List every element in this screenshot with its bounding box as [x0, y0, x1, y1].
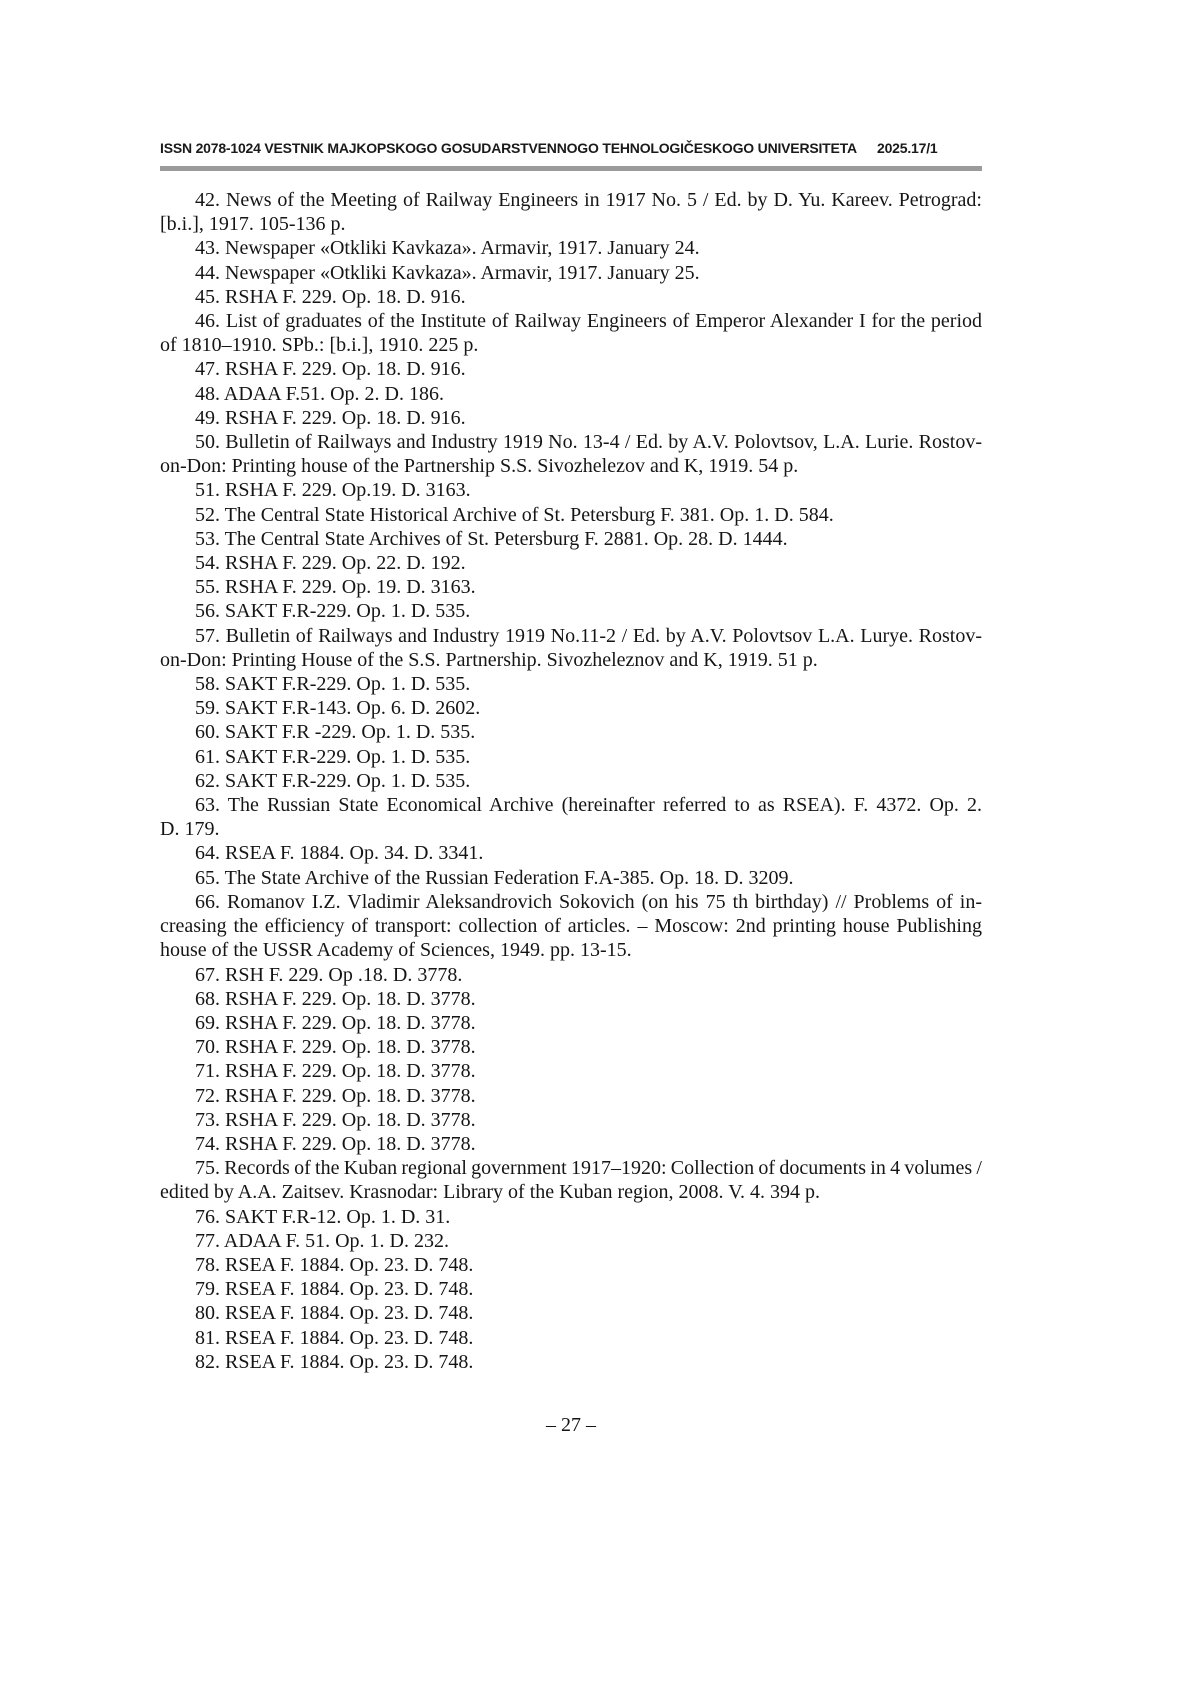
- reference-line: [b.i.], 1917. 105-136 p.: [160, 213, 346, 236]
- reference-line: 54. RSHA F. 229. Op. 22. D. 192.: [195, 552, 466, 575]
- reference-line: 42. News of the Meeting of Railway Engineers in 1917 No. 5 / Ed. by D. Yu. Kareev. Petrograd:: [195, 189, 982, 211]
- reference-42: [160, 188, 982, 236]
- reference-line: 80. RSEA F. 1884. Op. 23. D. 748.: [195, 1302, 474, 1325]
- reference-line: 77. ADAA F. 51. Op. 1. D. 232.: [195, 1229, 449, 1252]
- reference-82: [160, 1350, 982, 1374]
- page-number: – 27 –: [546, 1414, 596, 1436]
- reference-73: [160, 1108, 982, 1132]
- reference-line: 46. List of graduates of the Institute of Railway Engineers of Emperor Alexander I for the period: [195, 310, 982, 333]
- reference-59: [160, 696, 982, 720]
- reference-50: [160, 430, 982, 478]
- reference-44: [160, 261, 982, 285]
- reference-line: 50. Bulletin of Railways and Industry 1919 No. 13-4 / Ed. by A.V. Polovtsov, L.A. Lurie. Rostov-: [195, 431, 982, 454]
- reference-line: edited by A.A. Zaitsev. Krasnodar: Library of the Kuban region, 2008. V. 4. 394 p.: [160, 1181, 821, 1204]
- reference-66: [160, 890, 982, 963]
- reference-43: [160, 236, 982, 260]
- reference-line: 44. Newspaper «Otkliki Kavkaza». Armavir, 1917. January 25.: [195, 261, 700, 284]
- reference-62: [160, 769, 982, 793]
- header-rule: [160, 166, 982, 171]
- reference-52: [160, 503, 982, 527]
- reference-64: [160, 841, 982, 865]
- reference-79: [160, 1277, 982, 1301]
- reference-74: [160, 1132, 982, 1156]
- reference-line: 68. RSHA F. 229. Op. 18. D. 3778.: [195, 987, 476, 1010]
- reference-line: creasing the efficiency of transport: collection of articles. – Moscow: 2nd printing house Publishing: [160, 915, 982, 938]
- reference-line: 81. RSEA F. 1884. Op. 23. D. 748.: [195, 1326, 474, 1349]
- reference-line: 48. ADAA F.51. Op. 2. D. 186.: [195, 382, 444, 405]
- reference-69: [160, 1011, 982, 1035]
- reference-68: [160, 987, 982, 1011]
- reference-line: 65. The State Archive of the Russian Federation F.A-385. Op. 18. D. 3209.: [195, 866, 794, 889]
- reference-72: [160, 1084, 982, 1108]
- journal-issue-number: 2025.17/1: [877, 140, 938, 156]
- reference-line: 45. RSHA F. 229. Op. 18. D. 916.: [195, 285, 466, 308]
- reference-line: 66. Romanov I.Z. Vladimir Aleksandrovich Sokovich (on his 75 th birthday) // Problems of in-: [195, 890, 982, 913]
- reference-list: [160, 188, 982, 1374]
- reference-70: [160, 1035, 982, 1059]
- reference-54: [160, 551, 982, 575]
- reference-line: house of the USSR Academy of Sciences, 1949. pp. 13-15.: [160, 939, 632, 962]
- reference-48: [160, 382, 982, 406]
- reference-53: [160, 527, 982, 551]
- reference-line: 82. RSEA F. 1884. Op. 23. D. 748.: [195, 1350, 474, 1373]
- reference-line: 74. RSHA F. 229. Op. 18. D. 3778.: [195, 1132, 476, 1155]
- reference-51: [160, 478, 982, 502]
- reference-line: 63. The Russian State Economical Archive (hereinafter referred to as RSEA). F. 4372. Op. 2.: [195, 794, 982, 817]
- reference-61: [160, 745, 982, 769]
- reference-77: [160, 1229, 982, 1253]
- reference-line: 60. SAKT F.R -229. Op. 1. D. 535.: [195, 721, 476, 744]
- reference-line: 78. RSEA F. 1884. Op. 23. D. 748.: [195, 1253, 474, 1276]
- reference-46: [160, 309, 982, 357]
- reference-line: D. 179.: [160, 818, 220, 841]
- reference-line: 69. RSHA F. 229. Op. 18. D. 3778.: [195, 1011, 476, 1034]
- reference-line: 71. RSHA F. 229. Op. 18. D. 3778.: [195, 1060, 476, 1083]
- reference-55: [160, 575, 982, 599]
- reference-line: 75. Records of the Kuban regional government 1917–1920: Collection of documents in 4 volumes /: [195, 1157, 982, 1180]
- reference-line: 79. RSEA F. 1884. Op. 23. D. 748.: [195, 1278, 474, 1301]
- reference-76: [160, 1205, 982, 1229]
- reference-line: on-Don: Printing house of the Partnership S.S. Sivozhelezov and K, 1919. 54 p.: [160, 455, 799, 478]
- reference-60: [160, 720, 982, 744]
- reference-45: [160, 285, 982, 309]
- reference-line: 70. RSHA F. 229. Op. 18. D. 3778.: [195, 1036, 476, 1059]
- reference-line: 72. RSHA F. 229. Op. 18. D. 3778.: [195, 1084, 476, 1107]
- reference-58: [160, 672, 982, 696]
- reference-line: 55. RSHA F. 229. Op. 19. D. 3163.: [195, 576, 476, 599]
- reference-line: 61. SAKT F.R-229. Op. 1. D. 535.: [195, 745, 471, 768]
- reference-line: 53. The Central State Archives of St. Petersburg F. 2881. Op. 28. D. 1444.: [195, 527, 788, 550]
- reference-47: [160, 357, 982, 381]
- reference-line: 62. SAKT F.R-229. Op. 1. D. 535.: [195, 769, 471, 792]
- reference-line: of 1810–1910. SPb.: [b.i.], 1910. 225 p.: [160, 334, 479, 357]
- reference-line: 56. SAKT F.R-229. Op. 1. D. 535.: [195, 600, 471, 623]
- reference-63: [160, 793, 982, 841]
- reference-line: 43. Newspaper «Otkliki Kavkaza». Armavir, 1917. January 24.: [195, 237, 700, 260]
- reference-line: 51. RSHA F. 229. Op.19. D. 3163.: [195, 479, 471, 502]
- reference-75: [160, 1156, 982, 1204]
- reference-line: 67. RSH F. 229. Op .18. D. 3778.: [195, 963, 463, 986]
- reference-line: 49. RSHA F. 229. Op. 18. D. 916.: [195, 406, 466, 429]
- reference-80: [160, 1301, 982, 1325]
- reference-65: [160, 866, 982, 890]
- reference-57: [160, 624, 982, 672]
- journal-header-title: ISSN 2078-1024 VESTNIK MAJKOPSKOGO GOSUDARSTVENNOGO TEHNOLOGIČESKOGO UNIVERSITETA: [160, 140, 857, 156]
- reference-81: [160, 1326, 982, 1350]
- reference-78: [160, 1253, 982, 1277]
- reference-line: 52. The Central State Historical Archive of St. Petersburg F. 381. Op. 1. D. 584.: [195, 503, 834, 526]
- reference-line: on-Don: Printing House of the S.S. Partnership. Sivozheleznov and K, 1919. 51 p.: [160, 648, 818, 671]
- reference-line: 73. RSHA F. 229. Op. 18. D. 3778.: [195, 1108, 476, 1131]
- reference-line: 64. RSEA F. 1884. Op. 34. D. 3341.: [195, 842, 484, 865]
- reference-56: [160, 599, 982, 623]
- reference-line: 59. SAKT F.R-143. Op. 6. D. 2602.: [195, 697, 481, 720]
- reference-67: [160, 963, 982, 987]
- reference-line: 57. Bulletin of Railways and Industry 1919 No.11-2 / Ed. by A.V. Polovtsov L.A. Lurye. Rostov-: [195, 624, 982, 647]
- reference-line: 58. SAKT F.R-229. Op. 1. D. 535.: [195, 673, 471, 696]
- reference-71: [160, 1059, 982, 1083]
- reference-line: 76. SAKT F.R-12. Op. 1. D. 31.: [195, 1205, 451, 1228]
- reference-line: 47. RSHA F. 229. Op. 18. D. 916.: [195, 358, 466, 381]
- reference-49: [160, 406, 982, 430]
